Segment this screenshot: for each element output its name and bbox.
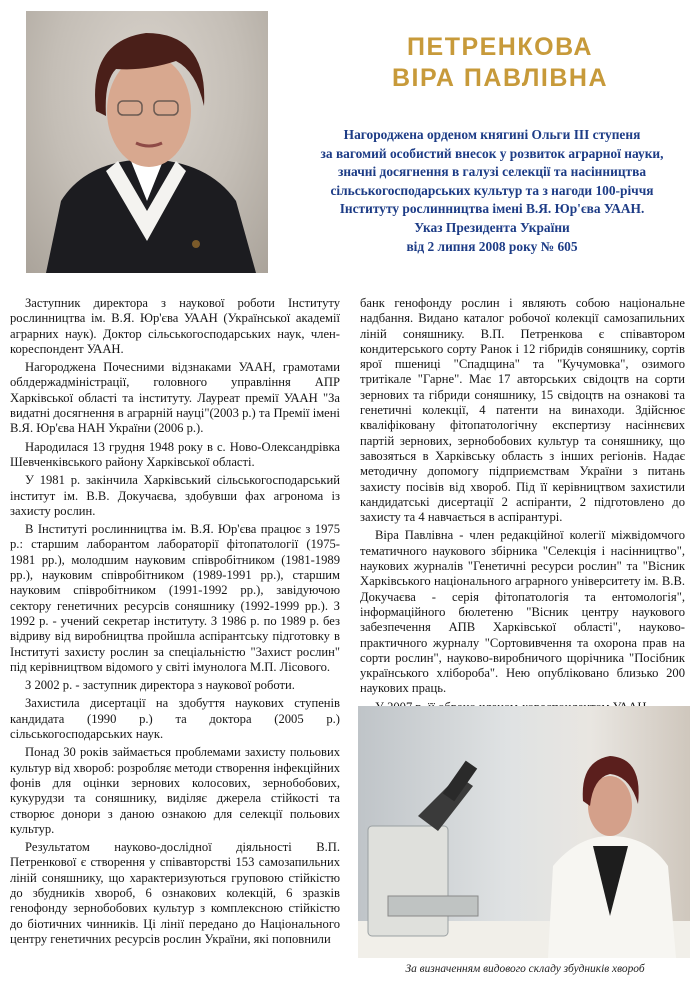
left-column bbox=[10, 296, 340, 950]
portrait-photo bbox=[26, 11, 268, 273]
award-line: значні досягнення в галузі селекції та насінництва bbox=[337, 164, 647, 180]
paragraph: Заступник директора з наукової роботи Інституту рослинництва ім. В.Я. Юр'єва УААН (Української академії аграрних наук). Доктор сільськогосподарських наук, член-кореспондент УААН. bbox=[10, 296, 340, 356]
paragraph: Народилася 13 грудня 1948 року в с. Ново-Олександрівка Шевченківського району Харківської області. bbox=[10, 439, 340, 469]
paragraph: У 1981 р. закінчила Харківський сільськогосподарський інститут ім. В.В. Докучаєва, здобувши фах агронома із захисту рослин. bbox=[10, 473, 340, 518]
award-text bbox=[292, 126, 692, 256]
portrait-illustration bbox=[26, 11, 268, 273]
paragraph: В Інституті рослинництва ім. В.Я. Юр'єва працює з 1975 р.: старшим лаборантом лабораторії фітопатології (1975-1981 рр.), молодшим науковим співробітником (1981-1989 рр.), науковим співробітником (1989-1991 рр.), старшим науковим співробітником (1991-1992 рр.), завідуючою сектору генетичних ресурсів соняшнику (1992-1999 рр.). З 1992 р. - учений секретар інституту. З 1986 р. по 1989 р. без відриву від виробництва пройшла аспірантську підготовку в Інституті захисту рослин за спеціальністю "Захист рослин" під керівництвом відомого у світі імунолога М.П. Лісового. bbox=[10, 522, 340, 674]
lab-illustration bbox=[358, 706, 690, 958]
paragraph: Захистила дисертації на здобуття наукових ступенів кандидата (1990 р.) та доктора (2005 р.) сільськогосподарських наук. bbox=[10, 696, 340, 742]
right-column bbox=[360, 296, 685, 718]
paragraph: З 2002 р. - заступник директора з наукової роботи. bbox=[25, 678, 295, 693]
paragraph-continued: банк генофонду рослин і являють собою національне надбання. Видано каталог робочої колекції самозапильних ліній соняшнику. В.П. Петренкова є співавтором кондитерського сорту Ранок і 12 гібридів соняшнику, сортів ярої пшениці "Спадщина" та "Кучумовка", озимого тритікале "Гарне". Має 17 авторських свідоцтв на сорти зернових та гібриди соняшнику, 15 свідоцтв на ознакові та генетичні колекції, 4 патенти на винаходи. Здійснює кваліфіковану фітопатологічну експертизу насіннєвих партій зернових, зернобобових культур та соняшнику, що завозяться в Харківську область з інших регіонів. Надає методичну допомогу підприємствам України з питань захисту посівів від хвороб. Під її керівництвом захистили кандидатські дисертації 2 аспіранти, 2 підготовлено до захисту та 4 навчається в аспірантурі. bbox=[360, 296, 685, 525]
paragraph: Понад 30 років займається проблемами захисту польових культур від хвороб: розробляє методи створення інфекційних фонів для оцінки зернових колосових, зернобобових, кукурудзи та соняшнику, виділяє джерела стійкості та створює донори з даною ознакою для селекції польових культур. bbox=[10, 745, 340, 836]
given-names: ВІРА ПАВЛІВНА bbox=[391, 64, 609, 92]
award-line: від 2 липня 2008 року № 605 bbox=[406, 238, 578, 254]
paragraph: Нагороджена Почесними відзнаками УААН, грамотами облдержадміністрації, головного управління АПР Харківської області та інституту. Лауреат премії УААН "За видатні досягнення в аграрній науці"(2003 р.) та Премії імені В.Я. Юр'єва НАН України (2006 р.). bbox=[10, 360, 340, 436]
photo-caption: За визначенням видового складу збудників хвороб bbox=[405, 963, 645, 975]
surname: ПЕТРЕНКОВА bbox=[407, 33, 593, 61]
person-name bbox=[300, 32, 700, 94]
paragraph: Віра Павлівна - член редакційної колегії міжвідомчого тематичного наукового збірника "Селекція і насінництво", наукових журналів "Генетичні ресурси рослин" та "Вісник Харківського національного аграрного університету ім. В.В. Докучаєва - серія фітопатологія та ентомологія", інформаційного бюлетеню "Вісник центру наукового забезпечення АПВ Харківської області", науково-практичного журналу "Сортовивчення та охорона прав на сорти рослин", науково-виробничого щорічника "Посібник українського хлібороба". Нею опубліковано близько 200 наукових праць. bbox=[360, 528, 685, 696]
award-line: Указ Президента України bbox=[414, 219, 570, 235]
award-line: за вагомий особистий внесок у розвиток аграрної науки, bbox=[320, 145, 664, 161]
lab-photo bbox=[358, 706, 690, 958]
award-line: сільськогосподарських культур та з нагоди 100-річчя bbox=[330, 182, 654, 198]
award-line: Інституту рослинництва імені В.Я. Юр'єва УААН. bbox=[339, 201, 645, 217]
paragraph: Результатом науково-дослідної діяльності В.П. Петренкової є створення у співавторстві 153 самозапильних ліній соняшнику, що характеризуються груповою стійкістю до збудників хвороб, 6 ознакових колекцій, 6 зразків генофонду зернобобових культур з комплексною стійкістю до біотичних чинників. Ці лінії передано до Національного центру генетичних ресурсів рослин України, які поповнили bbox=[10, 840, 340, 946]
award-line: Нагороджена орденом княгині Ольги ІІІ ступеня bbox=[343, 127, 641, 142]
